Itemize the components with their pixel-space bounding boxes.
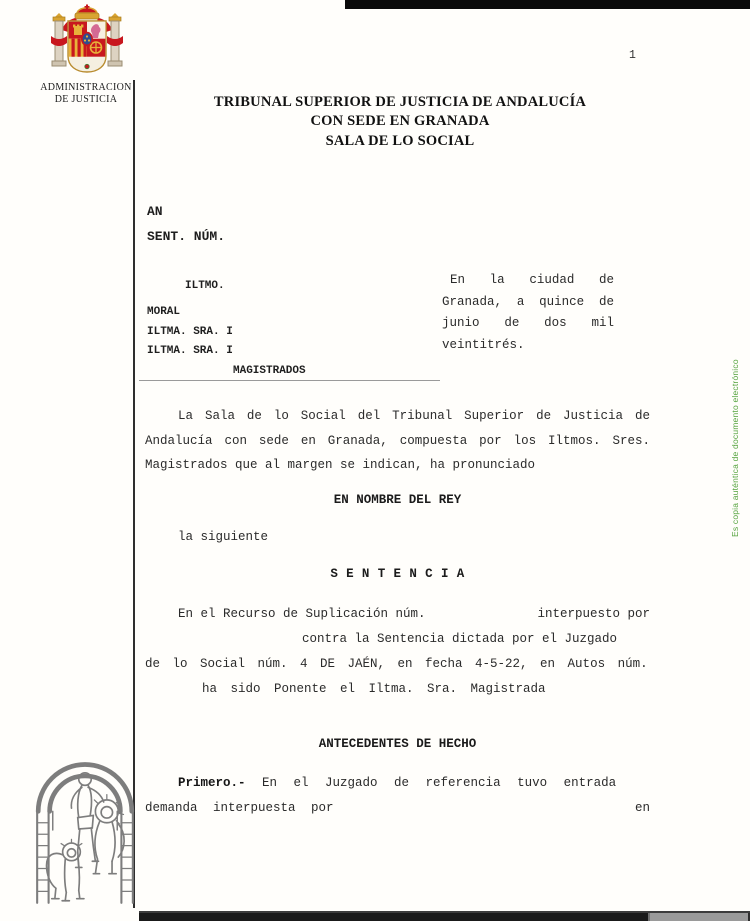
- bottom-bar-light-cell: [650, 913, 750, 921]
- junta-andalucia-hercules-emblem-icon: [33, 751, 137, 907]
- title-line1: TRIBUNAL SUPERIOR DE JUSTICIA DE ANDALUCÍA: [213, 94, 587, 110]
- case-sent-num: SENT. NÚM.: [147, 229, 226, 244]
- title-line3: SALA DE LO SOCIAL: [325, 132, 475, 149]
- paragraph-sala: La Sala de lo Social del Tribunal Superior de Justicia de Andalucía con sede en Granada, compuesta por los Iltmos. Sres. Magistrados que al margen se indican, ha pronunciado: [145, 409, 650, 473]
- recurso-line2: contra la Sentencia dictada por el Juzgado: [302, 632, 618, 646]
- case-an: AN: [147, 204, 163, 219]
- heading-sentencia: S E N T E N C I A: [330, 567, 465, 581]
- electronic-copy-note-text: Es copia auténtica de documento electrónico: [730, 359, 740, 537]
- magistrates-block: [147, 277, 306, 382]
- magistrate-iltma-2: ILTMA. SRA. I: [147, 345, 233, 358]
- recurso-line1-left: En el Recurso de Suplicación núm.: [178, 607, 426, 621]
- electronic-copy-note: [730, 341, 740, 537]
- title-line2: CON SEDE EN GRANADA: [310, 113, 490, 130]
- paragraph-primero: [145, 771, 650, 822]
- bottom-bar-dark-cell: [139, 913, 650, 921]
- bottom-verification-bar: [139, 911, 750, 921]
- heading-antecedentes: ANTECEDENTES DE HECHO: [318, 737, 477, 751]
- magistrados-label: MAGISTRADOS: [233, 365, 306, 378]
- magistrates-underline: [139, 380, 440, 381]
- page-number: 1: [629, 49, 636, 62]
- primero-line2-right: en: [634, 801, 650, 816]
- primero-line2-left: demanda interpuesta por: [145, 801, 334, 816]
- magistrate-iltmo: ILTMO.: [185, 280, 225, 292]
- recurso-line1-right: interpuesto por: [537, 607, 650, 621]
- primero-text: En el Juzgado de referencia tuvo entrada: [262, 776, 617, 790]
- recurso-line4: ha sido Ponente el Iltma. Sra. Magistrada: [202, 682, 546, 696]
- primero-label: Primero.-: [178, 776, 246, 790]
- date-place-paragraph: En la ciudad de Granada, a quince de junio de dos mil veintitrés.: [442, 273, 614, 352]
- recurso-line3: de lo Social núm. 4 DE JAÉN, en fecha 4-5-22, en Autos núm.: [145, 657, 648, 671]
- org-name-line2: DE JUSTICIA: [54, 94, 118, 105]
- heading-en-nombre-del-rey: EN NOMBRE DEL REY: [333, 493, 462, 507]
- org-name: [22, 82, 150, 106]
- spain-coat-of-arms-icon: [44, 4, 130, 84]
- document-title: [145, 93, 655, 151]
- magistrate-moral: MORAL: [147, 305, 181, 318]
- org-name-line1: ADMINISTRACION: [40, 82, 132, 93]
- paragraph-recurso: [145, 602, 650, 702]
- magistrate-iltma-1: ILTMA. SRA. I: [147, 325, 233, 338]
- top-redaction-bar: [345, 0, 750, 9]
- case-number-block: [147, 199, 225, 249]
- la-siguiente: la siguiente: [178, 530, 269, 544]
